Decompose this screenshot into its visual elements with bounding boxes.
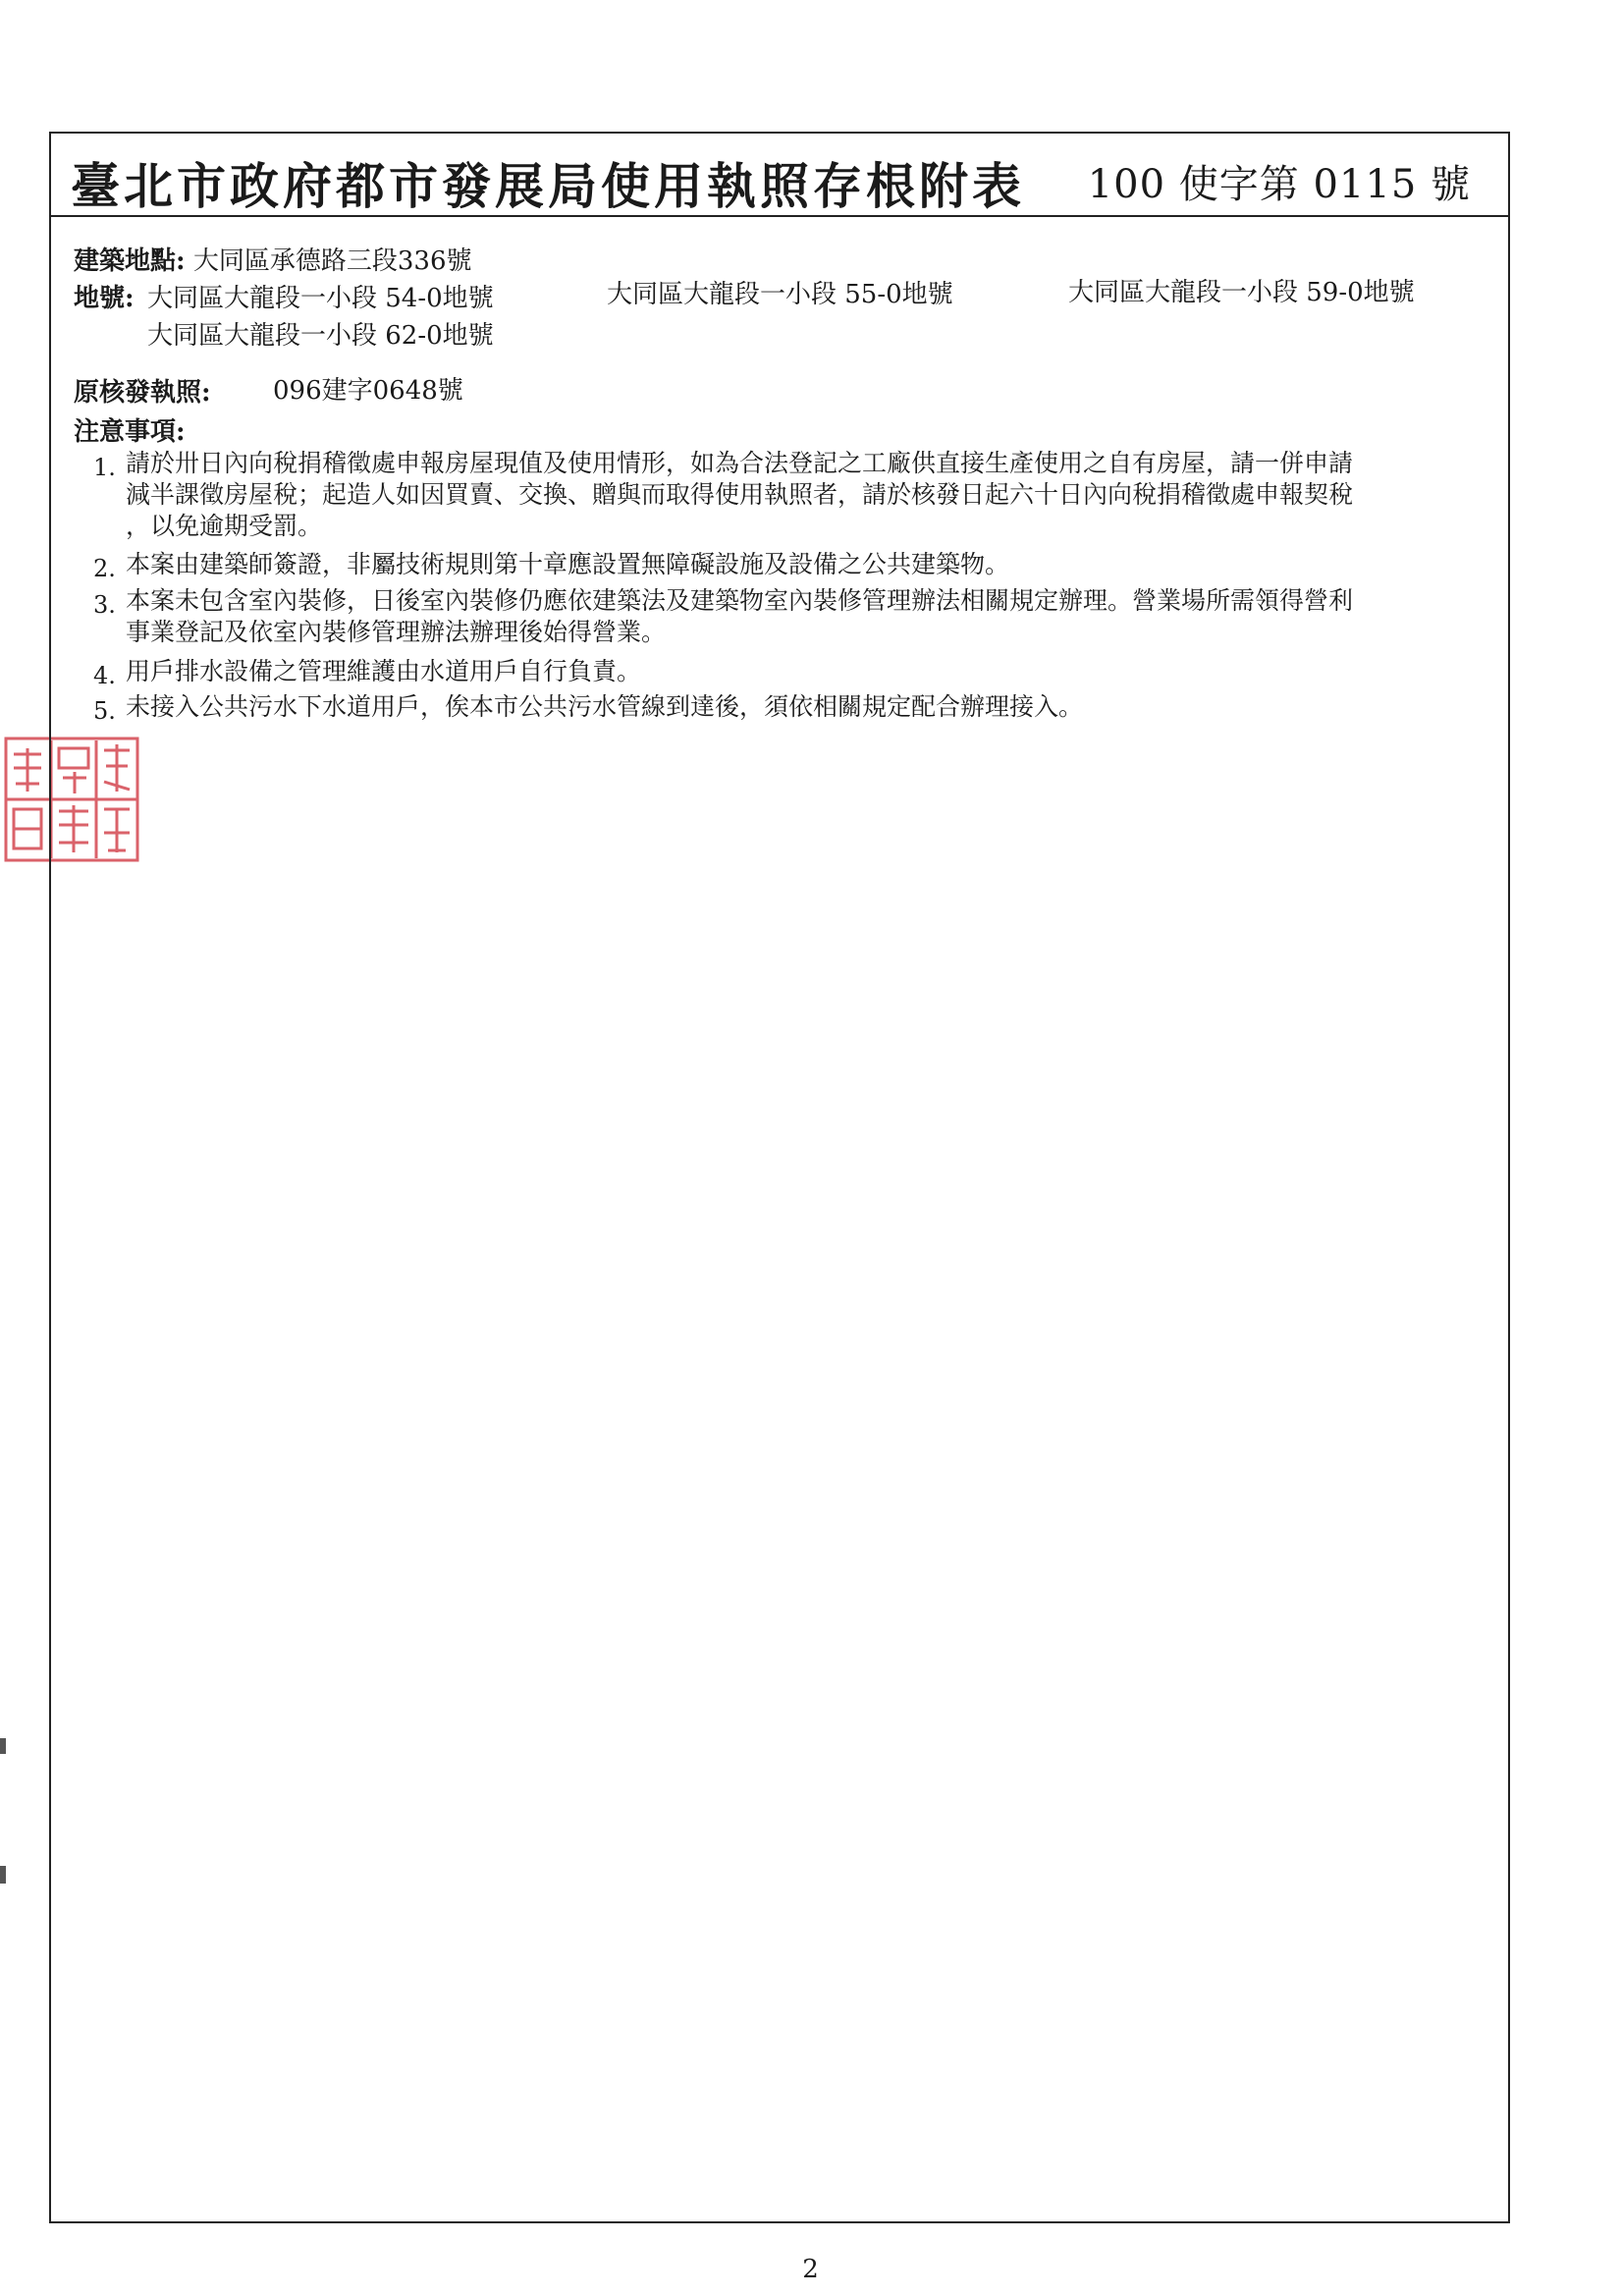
lot-number-item: 大同區大龍段一小段 62-0地號 bbox=[147, 321, 494, 351]
lot-number-item: 大同區大龍段一小段 59-0地號 bbox=[1068, 278, 1415, 307]
notice-item bbox=[93, 549, 1481, 580]
notice-line: ，以免逾期受罰。 bbox=[126, 512, 323, 540]
building-location-value: 大同區承德路三段336號 bbox=[192, 246, 472, 276]
notice-line: 事業登記及依室內裝修管理辦法辦理後始得營業。 bbox=[126, 618, 667, 646]
notice-number: 2. bbox=[93, 555, 116, 582]
notice-line: 本案未包含室內裝修，日後室內裝修仍應依建築法及建築物室內裝修管理辦法相關規定辦理。營業場所需領得營利 bbox=[126, 586, 1354, 615]
document-header bbox=[51, 134, 1508, 217]
notice-item bbox=[93, 656, 1481, 687]
building-location-label: 建築地點: bbox=[74, 246, 186, 276]
notice-number: 1. bbox=[93, 454, 116, 481]
notice-number: 5. bbox=[93, 697, 116, 725]
notice-item bbox=[93, 691, 1481, 723]
lot-number-row bbox=[74, 283, 135, 314]
notice-line: 請於卅日內向稅捐稽徵處申報房屋現值及使用情形，如為合法登記之工廠供直接生產使用之自有房屋，請一併申請 bbox=[126, 449, 1354, 477]
lot-number-item: 大同區大龍段一小段 55-0地號 bbox=[607, 280, 953, 309]
notice-line: 未接入公共污水下水道用戶，俟本市公共污水管線到達後，須依相關規定配合辦理接入。 bbox=[126, 692, 1084, 721]
notice-item bbox=[93, 585, 1481, 648]
permit-number: 100 使字第 0115 號 bbox=[1087, 162, 1471, 207]
document-title: 臺北市政府都市發展局使用執照存根附表 bbox=[71, 157, 1025, 215]
notice-line: 用戶排水設備之管理維護由水道用戶自行負責。 bbox=[126, 657, 642, 685]
notice-number: 4. bbox=[93, 662, 116, 689]
notice-line: 減半課徵房屋稅；起造人如因買賣、交換、贈與而取得使用執照者，請於核發日起六十日內向稅捐稽徵處申報契稅 bbox=[126, 480, 1354, 509]
lot-number-label: 地號: bbox=[74, 284, 135, 313]
building-location-row bbox=[74, 246, 472, 277]
notice-line: 本案由建築師簽證，非屬技術規則第十章應設置無障礙設施及設備之公共建築物。 bbox=[126, 550, 1010, 578]
notice-number: 3. bbox=[93, 591, 116, 619]
notices-heading: 注意事項: bbox=[74, 417, 186, 447]
notice-item bbox=[93, 448, 1481, 542]
document-frame bbox=[49, 132, 1510, 2223]
page-number: 2 bbox=[802, 2255, 819, 2284]
lot-number-item: 大同區大龍段一小段 54-0地號 bbox=[147, 284, 494, 313]
scan-edge-mark bbox=[0, 1866, 6, 1884]
original-permit-value: 096建字0648號 bbox=[273, 376, 463, 406]
original-permit-row bbox=[74, 377, 211, 409]
original-permit-label: 原核發執照: bbox=[74, 378, 211, 408]
scan-edge-mark bbox=[0, 1738, 6, 1754]
